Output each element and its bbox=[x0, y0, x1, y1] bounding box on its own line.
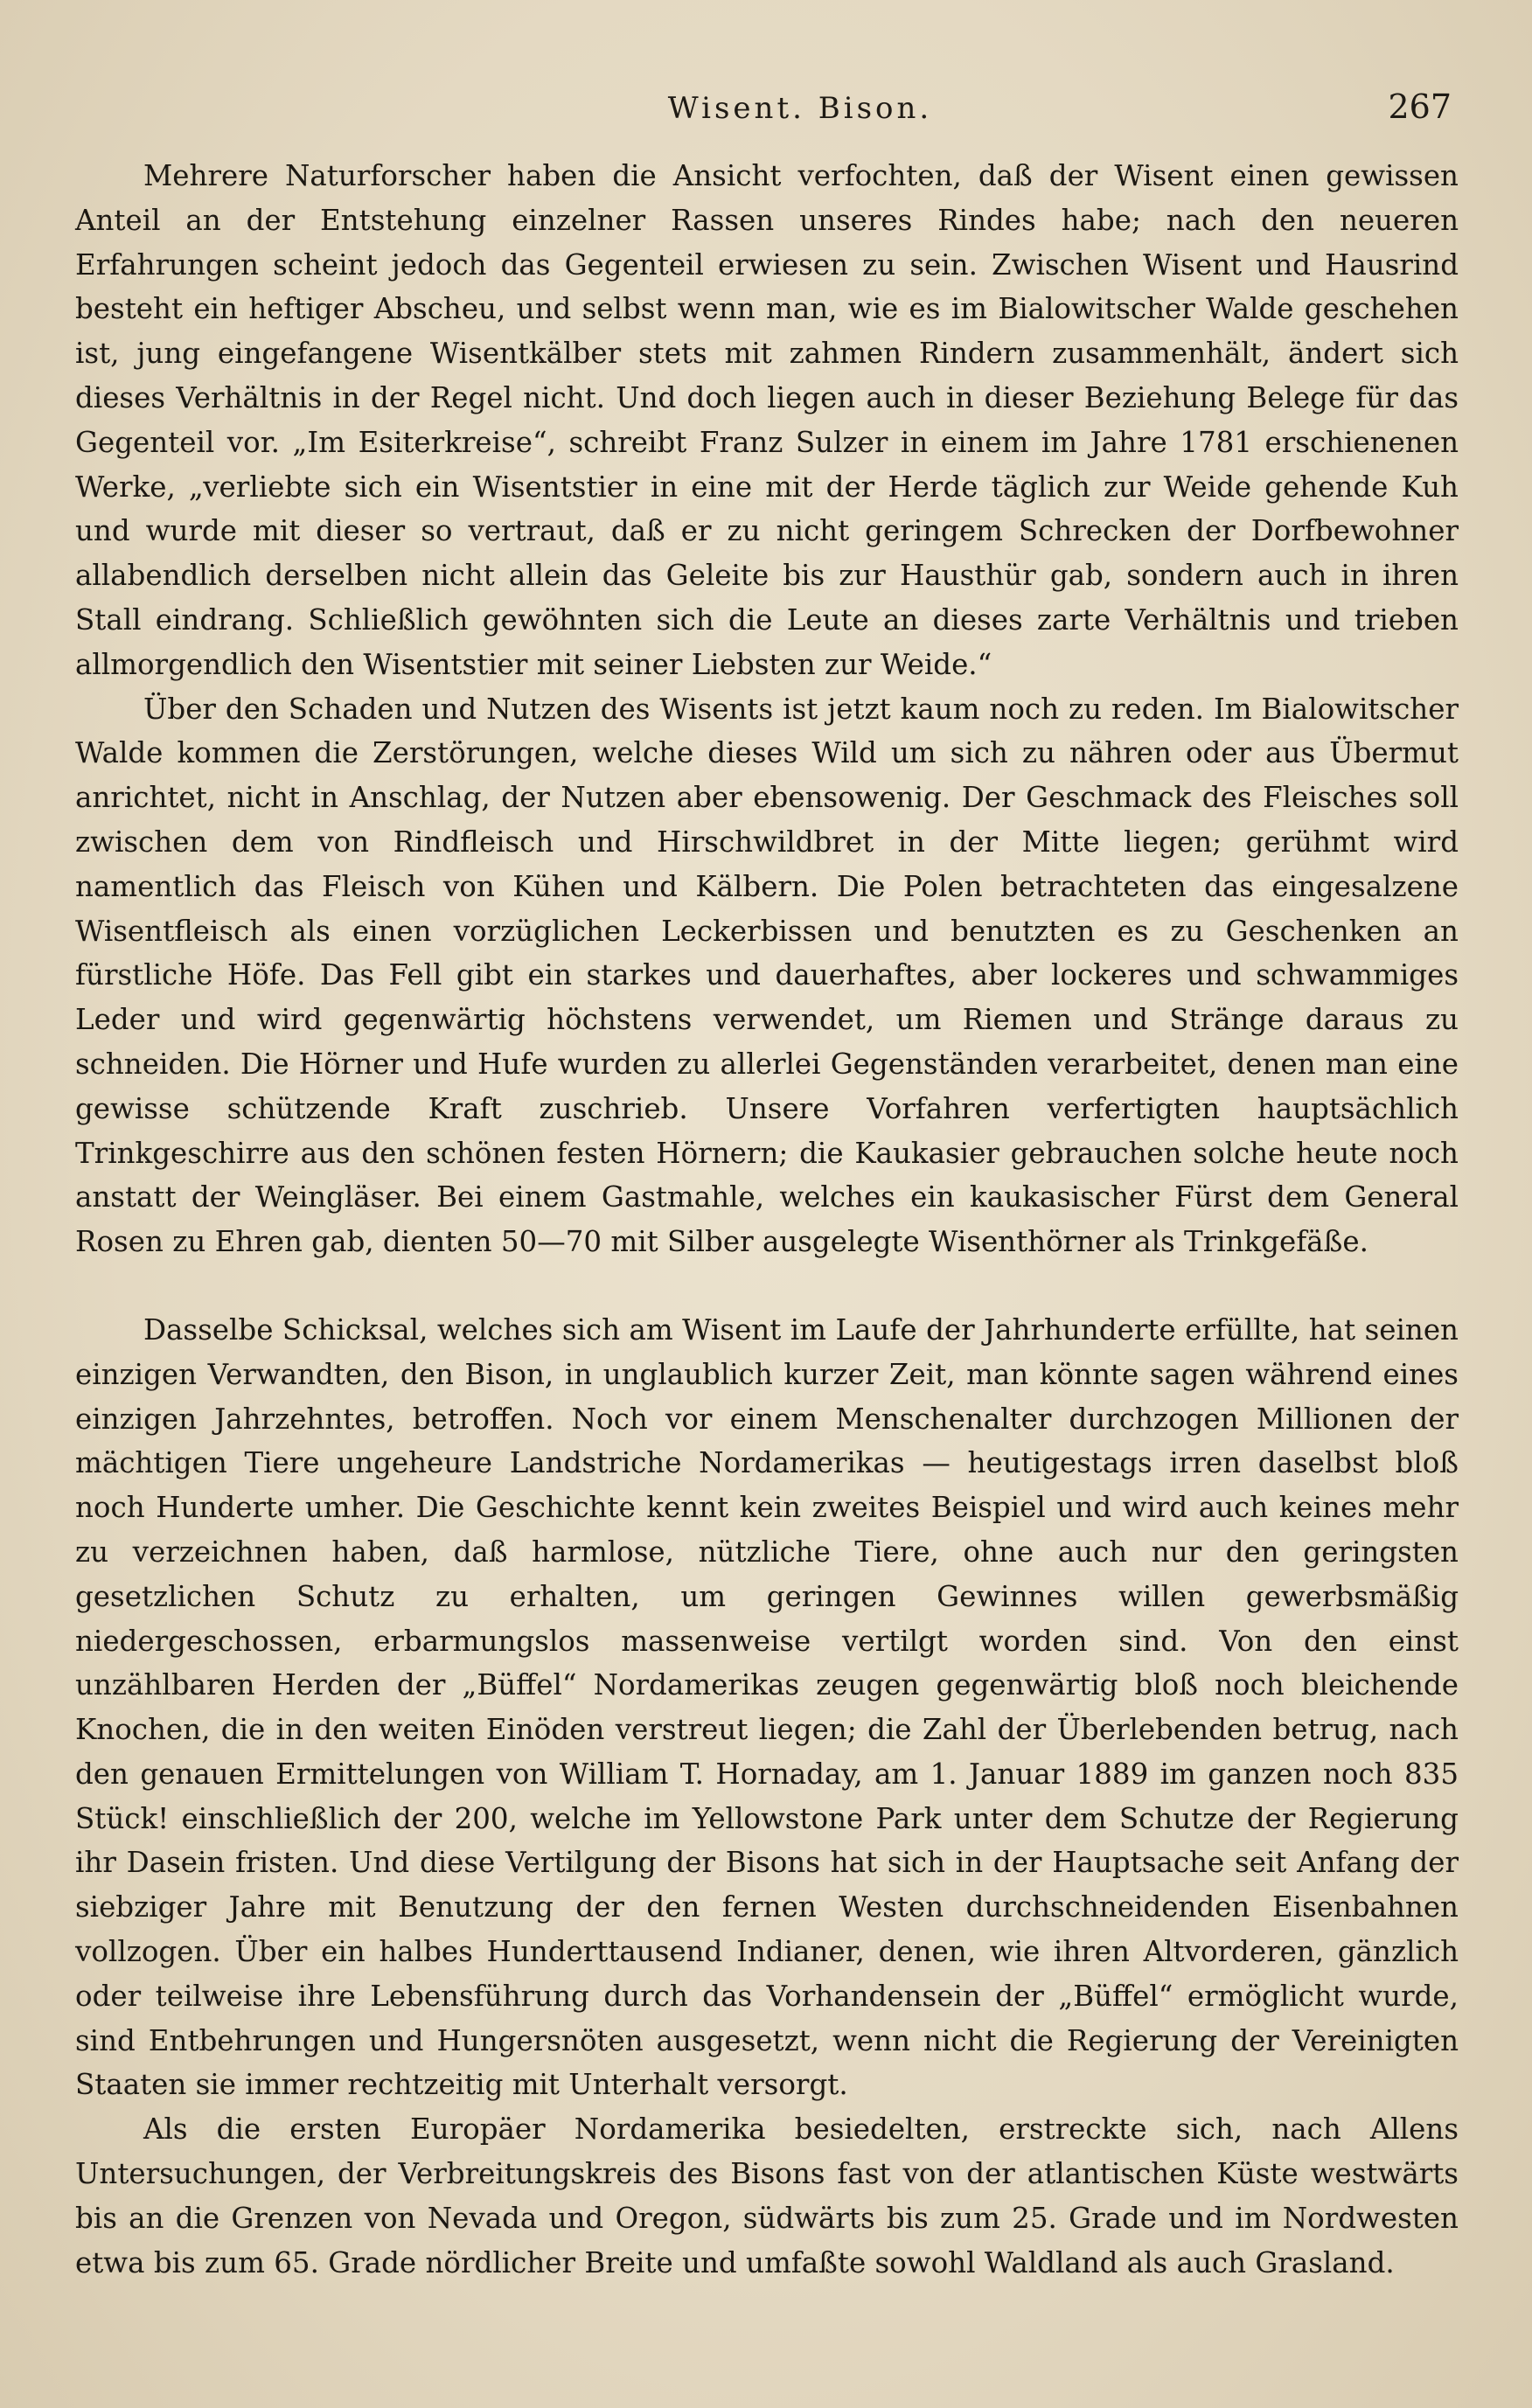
paragraph-bison-verbreitung: Als die ersten Europäer Nordamerika besiedelten, erstreckte sich, nach Allens Untersuchungen, der Verbreitungskreis des Bisons fast von der atlantischen Küste westwärts bis an die Grenzen von Nevada und Oregon, südwärts bis zum 25. Grade und im Nordwesten etwa bis zum 65. Grade nördlicher Breite und umfaßte sowohl Waldland als auch Grasland. bbox=[75, 2112, 1459, 2279]
running-title: Wisent. Bison. bbox=[667, 91, 933, 126]
page-header bbox=[149, 84, 1452, 136]
paragraph-bison-schicksal: Dasselbe Schicksal, welches sich am Wisent im Laufe der Jahrhunderte erfüllte, hat seinen einzigen Verwandten, den Bison, in unglaublich kurzer Zeit, man könnte sagen während eines einzigen Jahrzehntes, betroffen. Noch vor einem Menschenalter durchzogen Millionen der mächtigen Tiere ungeheure Landstriche Nordamerikas — heutigestags irren daselbst bloß noch Hunderte umher. Die Geschichte kennt kein zweites Beispiel und wird auch keines mehr zu verzeichnen haben, daß harmlose, nützliche Tiere, ohne auch nur den geringsten gesetzlichen Schutz zu erhalten, um geringen Gewinnes willen gewerbsmäßig niedergeschossen, erbarmungslos massenweise vertilgt worden sind. Von den einst unzählbaren Herden der „Büffel“ Nordamerikas zeugen gegenwärtig bloß noch bleichende Knochen, die in den weiten Einöden verstreut liegen; die Zahl der Überlebenden betrug, nach den genauen Ermittelungen von William T. Hornaday, am 1. Januar 1889 im ganzen noch 835 Stück! einschließlich der 200, welche im Yellowstone Park unter dem Schutze der Regierung ihr Dasein fristen. Und diese Vertilgung der Bisons hat sich in der Hauptsache seit Anfang der siebziger Jahre mit Benutzung der den fernen Westen durchschneidenden Eisenbahnen vollzogen. Über ein halbes Hunderttausend Indianer, denen, wie ihren Altvorderen, gänzlich oder teilweise ihre Lebensführung durch das Vorhandensein der „Büffel“ ermöglicht wurde, sind Entbehrungen und Hungersnöten ausgesetzt, wenn nicht die Regierung der Vereinigten Staaten sie immer rechtzeitig mit Unterhalt versorgt. bbox=[75, 1312, 1459, 2102]
paragraph-wisent-hausrind: Mehrere Naturforscher haben die Ansicht verfochten, daß der Wisent einen gewissen Anteil an der Entstehung einzelner Rassen unseres Rindes habe; nach den neueren Erfahrungen scheint jedoch das Gegenteil erwiesen zu sein. Zwischen Wisent und Hausrind besteht ein heftiger Abscheu, und selbst wenn man, wie es im Bialowitscher Walde geschehen ist, jung eingefangene Wisentkälber stets mit zahmen Rindern zusammenhält, ändert sich dieses Verhältnis in der Regel nicht. Und doch liegen auch in dieser Beziehung Belege für das Gegenteil vor. „Im Esiterkreise“, schreibt Franz Sulzer in einem im Jahre 1781 erschienenen Werke, „verliebte sich ein Wisentstier in eine mit der Herde täglich zur Weide gehende Kuh und wurde mit dieser so vertraut, daß er zu nicht geringem Schrecken der Dorfbewohner allabendlich derselben nicht allein das Geleite bis zur Hausthür gab, sondern auch in ihren Stall eindrang. Schließlich gewöhnten sich die Leute an dieses zarte Verhältnis und trieben allmorgendlich den Wisentstier mit seiner Liebsten zur Weide.“ bbox=[75, 159, 1459, 681]
paragraph-schaden-nutzen: Über den Schaden und Nutzen des Wisents ist jetzt kaum noch zu reden. Im Bialowitscher Walde kommen die Zerstörungen, welche dieses Wild um sich zu nähren oder aus Übermut anrichtet, nicht in Anschlag, der Nutzen aber ebensowenig. Der Geschmack des Fleisches soll zwischen dem von Rindfleisch und Hirschwildbret in der Mitte liegen; gerühmt wird namentlich das Fleisch von Kühen und Kälbern. Die Polen betrachteten das eingesalzene Wisentfleisch als einen vorzüglichen Leckerbissen und benutzten es zu Geschenken an fürstliche Höfe. Das Fell gibt ein starkes und dauerhaftes, aber lockeres und schwammiges Leder und wird gegenwärtig höchstens verwendet, um Riemen und Stränge daraus zu schneiden. Die Hörner und Hufe wurden zu allerlei Gegenständen verarbeitet, denen man eine gewisse schützende Kraft zuschrieb. Unsere Vorfahren verfertigten hauptsächlich Trinkgeschirre aus den schönen festen Hörnern; die Kaukasier gebrauchen solche heute noch anstatt der Weingläser. Bei einem Gastmahle, welches ein kaukasischer Fürst dem General Rosen zu Ehren gab, dienten 50—70 mit Silber ausgelegte Wisenthörner als Trinkgefäße. bbox=[75, 692, 1459, 1259]
body-text bbox=[75, 154, 1459, 2285]
page-number: 267 bbox=[1388, 87, 1452, 126]
section-spacer bbox=[75, 1264, 1459, 1308]
